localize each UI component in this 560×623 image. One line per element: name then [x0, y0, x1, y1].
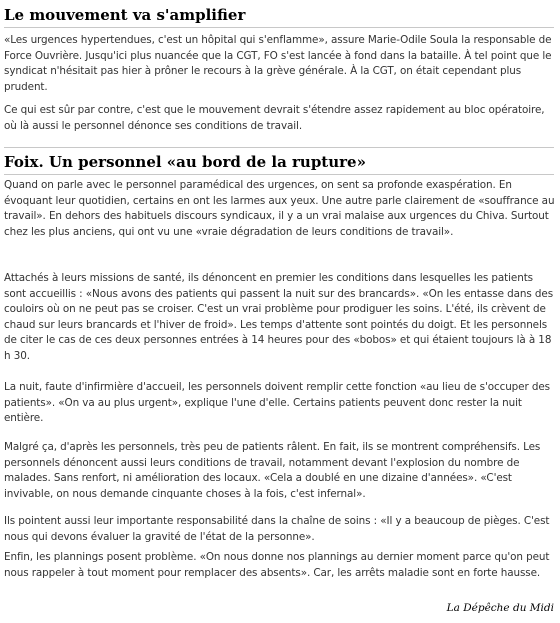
section-title-mouvement: Le mouvement va s'amplifier: [4, 6, 246, 24]
divider: [4, 174, 554, 175]
source-credit: La Dépêche du Midi: [446, 602, 554, 614]
paragraph: Malgré ça, d'après les personnels, très peu de patients râlent. En fait, ils se montrent compréhensifs. Les personnels dénoncent aussi leurs conditions de travail, notamment devant l'explosion du nombre de malades. Sans renfort, ni amélioration des locaux. «Cela a doublé en une dizaine d'années». «C'est invivable, on nous demande cinquante choses à la fois, c'est infernal».: [4, 441, 541, 500]
paragraph: Attachés à leurs missions de santé, ils dénoncent en premier les conditions dans lesquelles les patients sont accueillis : «Nous avons des patients qui passent la nuit sur des brancards». «On les entasse dans des couloirs où on ne peut pas se croiser. C'est un vrai problème pour prodiguer les soins. L'été, ils crèvent de chaud sur leurs brancards et l'hiver de froid». Les temps d'attente sont pointés du doigt. Et les personnels de citer le cas de ces deux personnes entrées à 14 heures pour des «bobos» et qui étaient toujours là à 18 h 30.: [4, 272, 554, 362]
section-title-foix: Foix. Un personnel «au bord de la rupture»: [4, 153, 366, 171]
paragraph: Ils pointent aussi leur importante responsabilité dans la chaîne de soins : «Il y a beaucoup de pièges. C'est nous qui devons évaluer la gravité de l'état de la personne».: [4, 515, 550, 543]
paragraph: La nuit, faute d'infirmière d'accueil, les personnels doivent remplir cette fonction «au lieu de s'occuper des patients». «On va au plus urgent», explique l'une d'elle. Certains patients peuvent donc rester la nuit entière.: [4, 381, 550, 424]
divider: [4, 147, 554, 148]
paragraph: Quand on parle avec le personnel paramédical des urgences, on sent sa profonde exaspération. En évoquant leur quotidien, certains en ont les larmes aux yeux. Une autre parle clairement de «souffrance au travail». En dehors des habituels discours syndicaux, il y a un vrai malaise aux urgences du Chiva. Surtout chez les plus anciens, qui ont vu une «vraie dégradation de leurs conditions de travail».: [4, 179, 555, 238]
paragraph: Ce qui est sûr par contre, c'est que le mouvement devrait s'étendre assez rapidement au bloc opératoire, où là aussi le personnel dénonce ses conditions de travail.: [4, 104, 545, 132]
divider: [4, 27, 554, 28]
paragraph: Enfin, les plannings posent problème. «On nous donne nos plannings au dernier moment parce qu'on peut nous rappeler à tout moment pour remplacer des absents». Car, les arrêts maladie sont en forte hausse.: [4, 551, 550, 579]
paragraph: «Les urgences hypertendues, c'est un hôpital qui s'enflamme», assure Marie-Odile Soula la responsable de Force Ouvrière. Jusqu'ici plus nuancée que la CGT, FO s'est lancée à fond dans la bataille. À tel point que le syndicat n'hésitait pas hier à prôner le recours à la grève générale. À la CGT, on était cependant plus prudent.: [4, 34, 552, 93]
